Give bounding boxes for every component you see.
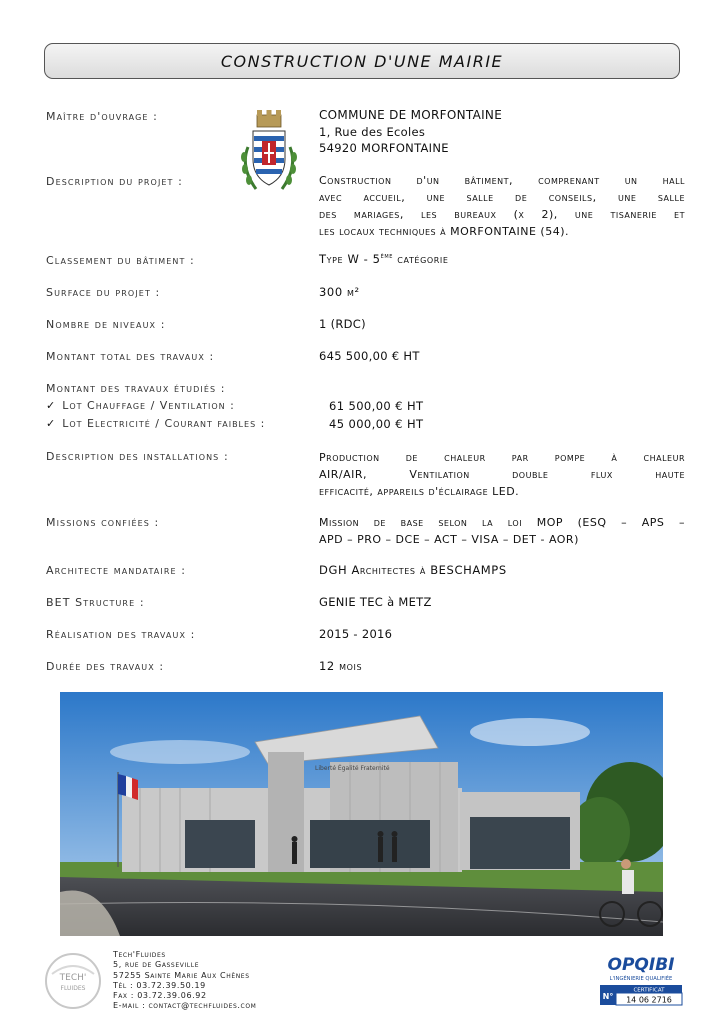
missions-text xyxy=(319,514,685,548)
footer-fax: Fax : 03.72.39.06.92 xyxy=(113,991,207,1001)
building-rendering-image xyxy=(60,692,663,936)
classement-value-sup: ème xyxy=(380,252,394,261)
techfluides-logo xyxy=(44,952,102,1010)
description-line: Construction d'un bâtiment, comprenant un hall xyxy=(319,174,685,187)
description-line: des mariages, les bureaux (x 2), une tisanerie et xyxy=(319,208,685,221)
classement-value-b: catégorie xyxy=(393,252,449,266)
cert-number: 14 06 2716 xyxy=(626,995,672,1005)
bet-value: GENIE TEC à METZ xyxy=(319,595,432,609)
lot1-item xyxy=(46,399,235,412)
classement-value-a: Type W - 5 xyxy=(319,252,381,266)
installations-line: AIR/AIR, Ventilation double flux haute xyxy=(319,468,685,481)
facade-inscription: Liberté Égalité Fraternité xyxy=(315,765,390,772)
lot2-item xyxy=(46,417,265,430)
etudies-label: Montant des travaux étudiés : xyxy=(46,382,226,395)
description-line: les locaux techniques à MORFONTAINE (54). xyxy=(319,225,569,238)
footer-company: Tech'Fluides xyxy=(113,950,166,959)
installations-line: Production de chaleur par pompe à chaleur xyxy=(319,451,685,464)
niveaux-value: 1 (RDC) xyxy=(319,317,366,331)
realisation-value: 2015 - 2016 xyxy=(319,627,393,641)
footer-address-line2: 57255 Sainte Marie Aux Chênes xyxy=(113,970,250,980)
lot2-value: 45 000,00 € HT xyxy=(329,417,424,431)
footer-phone: Tél : 03.72.39.50.19 xyxy=(113,980,206,990)
cert-brand: OPQIBI xyxy=(607,955,675,975)
maitre-address-line2: 54920 MORFONTAINE xyxy=(319,141,449,155)
page-title: CONSTRUCTION D'UNE MAIRIE xyxy=(220,51,504,71)
niveaux-label: Nombre de niveaux : xyxy=(46,318,166,331)
maitre-label: Maître d'ouvrage : xyxy=(46,110,158,123)
morfontaine-crest-icon xyxy=(238,107,300,195)
montant-label: Montant total des travaux : xyxy=(46,350,215,363)
lot2-label: Lot Electricité / Courant faibles : xyxy=(62,417,266,430)
installations-label: Description des installations : xyxy=(46,450,229,463)
duree-value: 12 mois xyxy=(319,659,363,673)
bet-label: BET Structure : xyxy=(46,596,145,609)
logo-text-tech: TECH' xyxy=(59,973,87,983)
realisation-label: Réalisation des travaux : xyxy=(46,628,196,641)
lot1-value: 61 500,00 € HT xyxy=(329,399,424,413)
installations-line: efficacité, appareils d'éclairage LED. xyxy=(319,485,520,498)
description-line: avec accueil, une salle de conseils, une salle xyxy=(319,191,685,204)
cert-label: CERTIFICAT xyxy=(633,987,665,994)
checkmark-icon: ✓ xyxy=(46,417,57,430)
maitre-name: COMMUNE DE MORFONTAINE xyxy=(319,108,503,122)
opqibi-certification-logo xyxy=(598,952,684,1008)
checkmark-icon: ✓ xyxy=(46,399,57,412)
duree-label: Durée des travaux : xyxy=(46,660,165,673)
footer-email: E-mail : contact@techfluides.com xyxy=(113,1001,257,1011)
logo-text-fluides: FLUIDES xyxy=(60,985,86,992)
installations-text xyxy=(319,449,685,500)
montant-value: 645 500,00 € HT xyxy=(319,349,420,363)
classement-value xyxy=(319,252,449,266)
description-text xyxy=(319,172,685,240)
architecte-label: Architecte mandataire : xyxy=(46,564,187,577)
classement-label: Classement du bâtiment : xyxy=(46,254,195,267)
missions-label: Missions confiées : xyxy=(46,516,160,529)
footer-address xyxy=(113,950,256,1012)
missions-line: APD – PRO – DCE – ACT – VISA – DET - AOR) xyxy=(319,533,579,546)
footer-address-line1: 5, rue de Gasseville xyxy=(113,960,200,970)
architecte-value: DGH Architectes à BESCHAMPS xyxy=(319,563,507,577)
lot1-label: Lot Chauffage / Ventilation : xyxy=(62,399,235,412)
missions-line: Mission de base selon la loi MOP (ESQ – APS – xyxy=(319,516,685,529)
maitre-address-line1: 1, Rue des Ecoles xyxy=(319,125,426,139)
surface-value: 300 m² xyxy=(319,285,360,299)
page-title-box xyxy=(44,43,680,79)
surface-label: Surface du projet : xyxy=(46,286,161,299)
description-label: Description du projet : xyxy=(46,175,183,188)
cert-tagline: L'INGÉNIERIE QUALIFIÉE xyxy=(609,976,673,982)
cert-no-prefix: N° xyxy=(602,992,614,1001)
